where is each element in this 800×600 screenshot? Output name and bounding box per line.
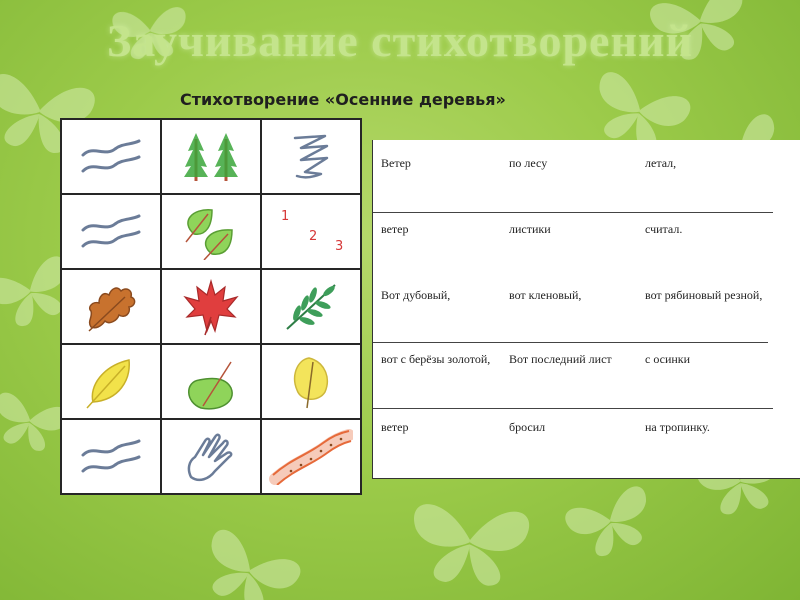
- poem-cell: бросил: [509, 420, 546, 434]
- poem-cell: считал.: [645, 222, 683, 236]
- fir-trees-icon: [176, 129, 246, 185]
- poem-cell: летал,: [645, 156, 677, 170]
- picture-cell: [261, 269, 361, 344]
- wind-gust-icon: [281, 132, 341, 182]
- poem-cell: ветер: [381, 222, 409, 236]
- aspen-leaf-icon: [179, 352, 243, 412]
- picture-row: [61, 344, 361, 419]
- picture-cell: [61, 344, 161, 419]
- picture-cell: [61, 194, 161, 269]
- picture-cell: [161, 119, 261, 194]
- butterfly-icon: [192, 526, 304, 600]
- butterfly-icon: [409, 503, 531, 589]
- number-label: 2: [309, 228, 318, 244]
- poem-cell: Ветер: [381, 156, 411, 170]
- row-divider: [373, 342, 768, 343]
- poem-cell: ветер: [381, 420, 409, 434]
- picture-grid: [60, 118, 362, 495]
- row-divider: [373, 408, 773, 409]
- picture-row: [61, 194, 361, 269]
- row-divider: [373, 212, 773, 213]
- butterfly-icon: [563, 484, 661, 565]
- poem-cell: Вот последний лист: [509, 352, 612, 366]
- picture-cell: [61, 419, 161, 494]
- hand-icon: [179, 429, 243, 485]
- leaf-falling-icon: [279, 352, 343, 412]
- poem-cell: на тропинку.: [645, 420, 710, 434]
- picture-cell: [61, 269, 161, 344]
- picture-cell: [161, 194, 261, 269]
- poem-subtitle: Стихотворение «Осенние деревья»: [180, 90, 506, 109]
- picture-row: [61, 119, 361, 194]
- oak-leaf-icon: [79, 277, 143, 337]
- wind-waves-icon: [79, 137, 143, 177]
- picture-row: [61, 419, 361, 494]
- wind-waves-icon: [79, 437, 143, 477]
- picture-cell: [261, 119, 361, 194]
- number-label: 1: [281, 208, 290, 224]
- numbers-icon: [269, 204, 353, 260]
- poem-cell: Вот дубовый,: [381, 288, 451, 302]
- picture-cell: [261, 344, 361, 419]
- path-icon: [269, 429, 353, 485]
- poem-cell: вот кленовый,: [509, 288, 582, 302]
- poem-cell: вот с берёзы золотой,: [381, 352, 491, 366]
- picture-row: [61, 269, 361, 344]
- poem-cell: листики: [509, 222, 551, 236]
- birch-leaf-icon: [79, 352, 143, 412]
- wind-waves-icon: [79, 212, 143, 252]
- slide-title: Заучивание стихотворений: [107, 15, 693, 66]
- number-label: 3: [335, 238, 344, 254]
- two-leaves-icon: [176, 204, 246, 260]
- maple-leaf-icon: [179, 277, 243, 337]
- picture-cell: [261, 194, 361, 269]
- poem-cell: вот рябиновый резной,: [645, 288, 763, 302]
- picture-cell: [161, 419, 261, 494]
- poem-cell: с осинки: [645, 352, 691, 366]
- picture-cell: [61, 119, 161, 194]
- picture-cell: [161, 269, 261, 344]
- poem-cell: по лесу: [509, 156, 548, 170]
- picture-cell: [161, 344, 261, 419]
- poem-text-table: [372, 140, 800, 479]
- picture-cell: [261, 419, 361, 494]
- rowan-leaf-icon: [279, 277, 343, 337]
